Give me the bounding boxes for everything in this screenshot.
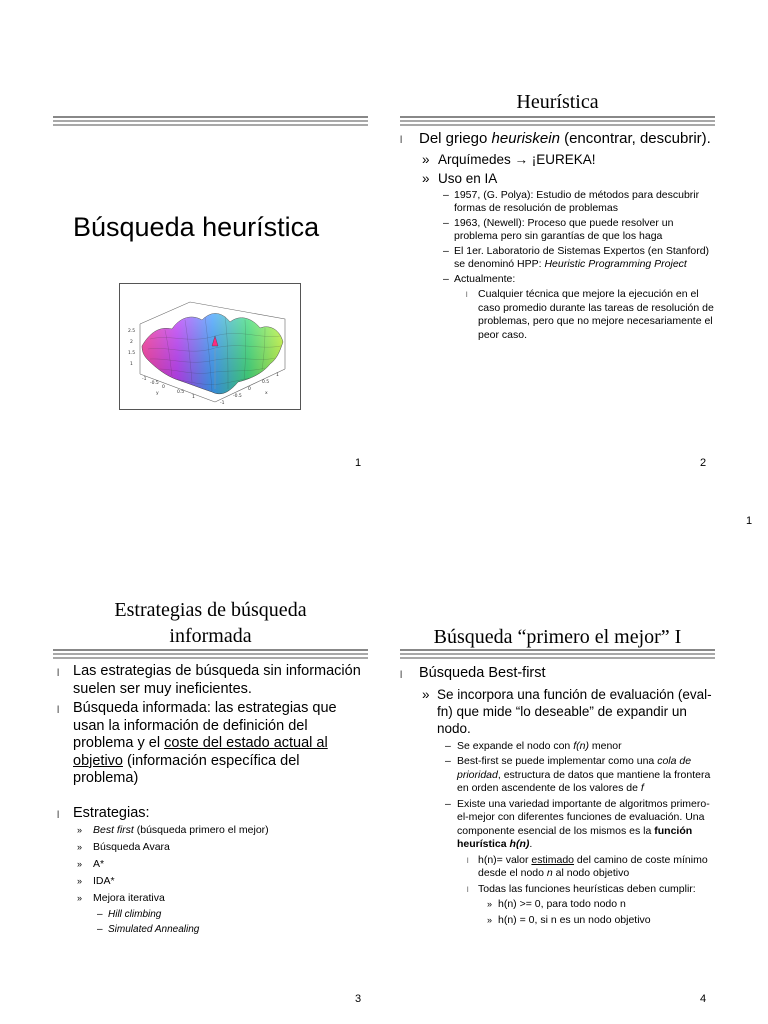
condition-item: » h(n) = 0, si n es un nodo objetivo bbox=[400, 914, 715, 928]
dash-item: – Hill climbing bbox=[57, 909, 365, 921]
slide2-page-number: 2 bbox=[700, 457, 707, 469]
sub-bullet: » Arquímedes → ¡EUREKA! bbox=[400, 151, 715, 168]
dash-item: – Actualmente: bbox=[400, 273, 715, 286]
sub-bullet: » Uso en IA bbox=[400, 170, 715, 187]
sub-bullet: » Best first (búsqueda primero el mejor) bbox=[57, 824, 365, 837]
x-tick: 0 bbox=[248, 387, 251, 392]
sub-bullet: » Búsqueda Avara bbox=[57, 841, 365, 854]
slide4-title: Búsqueda “primero el mejor” I bbox=[433, 626, 682, 648]
surface-plot-icon bbox=[120, 284, 300, 409]
slide1-page-number: 1 bbox=[355, 457, 362, 469]
slide4-body bbox=[400, 665, 715, 929]
condition-item: » h(n) >= 0, para todo nodo n bbox=[400, 898, 715, 912]
nested-item: l Cualquier técnica que mejore la ejecución en el caso promedio durante las tareas de resolución de problemas, pero que no mejore necesariamente el peor caso. bbox=[400, 288, 715, 342]
z-tick: 1.5 bbox=[128, 351, 136, 356]
bullet: l Estrategias: bbox=[57, 805, 365, 823]
bullet: l Búsqueda Best-first bbox=[400, 665, 715, 683]
dash-item: – El 1er. Laboratorio de Sistemas Expertos (en Stanford) se denominó HPP: Heuristic Programming Project bbox=[400, 245, 715, 271]
y-tick: -1 bbox=[142, 377, 147, 382]
slide3-header-rule bbox=[53, 649, 368, 661]
slide2-header-rule bbox=[400, 116, 715, 128]
slide3-body bbox=[57, 663, 365, 939]
x-tick: 1 bbox=[276, 373, 279, 378]
bullet: l Las estrategias de búsqueda sin información suelen ser muy ineficientes. bbox=[57, 663, 365, 698]
slide2-body bbox=[400, 130, 715, 344]
slide1-title: Búsqueda heurística bbox=[73, 212, 320, 242]
sheet-number: 1 bbox=[746, 515, 753, 527]
sub-bullet: » A* bbox=[57, 858, 365, 871]
nested-item: l Todas las funciones heurísticas deben cumplir: bbox=[400, 883, 715, 897]
z-tick: 2 bbox=[130, 340, 133, 345]
slide3-page-number: 3 bbox=[355, 993, 362, 1005]
dash-item: – 1957, (G. Polya): Estudio de métodos para descubrir formas de resolución de problemas bbox=[400, 189, 715, 215]
x-axis-label: x bbox=[265, 391, 268, 396]
dash-item: – Se expande el nodo con f(n) menor bbox=[400, 740, 715, 754]
slide3-title bbox=[53, 597, 368, 649]
sub-bullet: » Mejora iterativa bbox=[57, 892, 365, 905]
y-tick: 0.5 bbox=[177, 390, 185, 395]
dash-item: – Best-first se puede implementar como una cola de prioridad, estructura de datos que mantiene la frontera en orden ascendente de los valores de f bbox=[400, 755, 715, 796]
surface-plot-figure bbox=[119, 283, 301, 410]
z-tick: 1 bbox=[130, 362, 133, 367]
x-tick: -1 bbox=[220, 401, 225, 406]
dash-item: – Existe una variedad importante de algoritmos primero-el-mejor con diferentes funciones de evaluación. Una componente esencial de los mismos es la función heurística h(n). bbox=[400, 798, 715, 852]
y-tick: 0 bbox=[162, 385, 165, 390]
sub-bullet: » Se incorpora una función de evaluación (eval-fn) que mide “lo deseable” de expandir un nodo. bbox=[400, 686, 715, 737]
nested-item: l h(n)= valor estimado del camino de coste mínimo desde el nodo n al nodo objetivo bbox=[400, 854, 715, 881]
dash-item: – Simulated Annealing bbox=[57, 924, 365, 936]
slide4-header-rule bbox=[400, 649, 715, 661]
slide1-header-rule bbox=[53, 116, 368, 128]
bullet: l Del griego heuriskein (encontrar, descubrir). bbox=[400, 130, 715, 148]
slide4-page-number: 4 bbox=[700, 993, 707, 1005]
y-tick: -0.5 bbox=[150, 381, 159, 386]
y-tick: 1 bbox=[192, 395, 195, 400]
bullet: l Búsqueda informada: las estrategias que usan la información de definición del problema y el coste del estado actual al objetivo (información específica del problema) bbox=[57, 700, 365, 788]
slide3-title-line2: informada bbox=[169, 625, 252, 647]
dash-item: – 1963, (Newell): Proceso que puede resolver un problema pero sin garantías de que los haga bbox=[400, 217, 715, 243]
slide3-title-line1: Estrategias de búsqueda bbox=[114, 599, 307, 621]
x-tick: -0.5 bbox=[233, 394, 242, 399]
y-axis-label: y bbox=[156, 391, 159, 396]
slide2-title: Heurística bbox=[516, 91, 599, 113]
x-tick: 0.5 bbox=[262, 380, 270, 385]
z-tick: 2.5 bbox=[128, 329, 136, 334]
sub-bullet: » IDA* bbox=[57, 875, 365, 888]
